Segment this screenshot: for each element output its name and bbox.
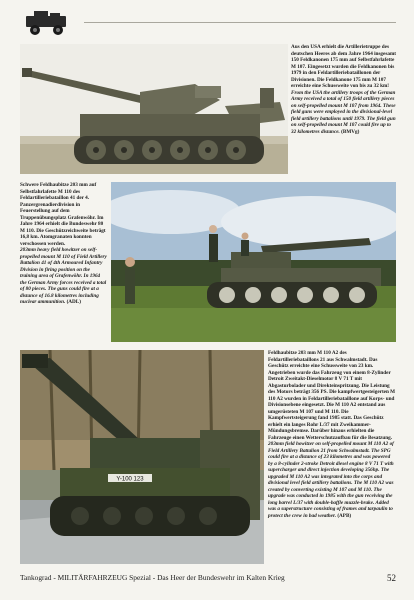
page-footer [20,572,396,584]
caption-english: 203mm heavy field howitzer on self-propelled mount M 110 of Field Artillery Battalion 41 of 4th Armoured Infantry Division in firing position on the training area of Grafenwöhr. In 1964 the German Army forces received a total of 80 pieces. The guns could fire at a distance of 16.8 kilometres including nuclear ammunition. (ADL) [20,247,107,305]
caption-german: Schwere Feldhaubitze 203 mm auf Selbstfahrlafette M 110 des Feldartilleriebataillon 41 der 4. Panzergrenadierdivision in Feuerstellung auf dem Truppenübungsplatz Grafenwöhr. Im Jahre 1964 erhielt die Bundeswehr 80 M 110. Die Geschützreichweite beträgt 16,8 km. Atomgranaten konnten verschossen werden. [20,182,106,247]
caption-german: Feldhaubitze 203 mm M 110 A2 des Feldartilleriebataillons 21 aus Schwalmstadt. Das Geschütz erreichte eine Schussweite von 23 km. Angetrieben wurde das Fahrzeug von einem 8-Zylinder Detroit Zweitakt-Dieselmotor 8 V 71 T mit Abgasturbolader und Direkteinspritzung. Die Leistung des Motors beträgt 356 PS. Die kampfwertgesteigerten M 110 A2 wurden in Feldartilleriebataillone auf Korps- und Divisionsebene eingesetzt. Die M 110 A2 entstand aus umgerüsteten M 107 und M 110. Die Kampfwertsteigerung fand 1985 statt. Das Geschütz erhielt ein langes Rohr L/37 mit Zweikammer-Mündungsbremse. Darüber hinaus erhielten die Fahrzeuge einen Wetterschutzaufbau für die Besatzung. [268,350,396,441]
publisher-logo [20,8,76,38]
footer-caption: Tankograd - MILITÄRFAHRZEUG Spezial - Das Heer der Bundeswehr im Kalten Krieg [20,573,285,582]
caption-m110a2 [268,350,396,519]
caption-m107 [291,44,397,135]
photo-m110a2-road [20,350,264,564]
caption-english: 203mm field howitzer on self-propelled mount M 110 A2 of Field Artillery Battalion 21 from Schwalmstadt. The SPG could fire at a distance of 23 kilometres and was powered by a 8-cylinder 2-stroke Detroit diesel engine 8 V 71 T with supercharger and direct injection developing 356hp. The upgraded M 110 A2 was integrated into the corps and divisional level field artillery battalions. The M 110 A2 was created by converting existing M 107 and M 110. The upgrade was conducted in 1985 with the gun receiving the long barrel L/37 with double-baffle muzzle-brake. Added was a superstructure consisting of frames and tarpaulin to protect the crew in bad weather. (APB) [268,441,394,519]
page-number: 52 [387,573,396,583]
jeep-icon [20,8,76,38]
license-plate: Y-100 123 [116,476,144,483]
caption-english: From the USA the artillery troops of the German Army received a total of 150 field artillery pieces on self-propelled mount M 107 from 1964. These field guns were employed in the divisional-level field artillery battalions until 1979. The field gun on self-propelled mount M 107 could fire up to 32 kilometres distance. (BMVg) [291,89,396,135]
header-rule [84,22,396,23]
photo-m110-firing-position [111,182,396,342]
caption-m110 [20,182,108,306]
photo-m107-field-gun [20,44,288,174]
caption-german: Aus den USA erhielt die Artillerietruppe des deutschen Heeres ab dem Jahre 1964 insgesamt 150 Feldkanonen 175 mm auf Selbstfahrlafette M 107. Eingesetzt wurden die Feldkanonen bis 1979 in den Feldartilleriebataillonen der Divisionen. Die Feldkanone 175 mm M 107 erreichte eine Schussweite von bis zu 32 km! [291,44,396,89]
